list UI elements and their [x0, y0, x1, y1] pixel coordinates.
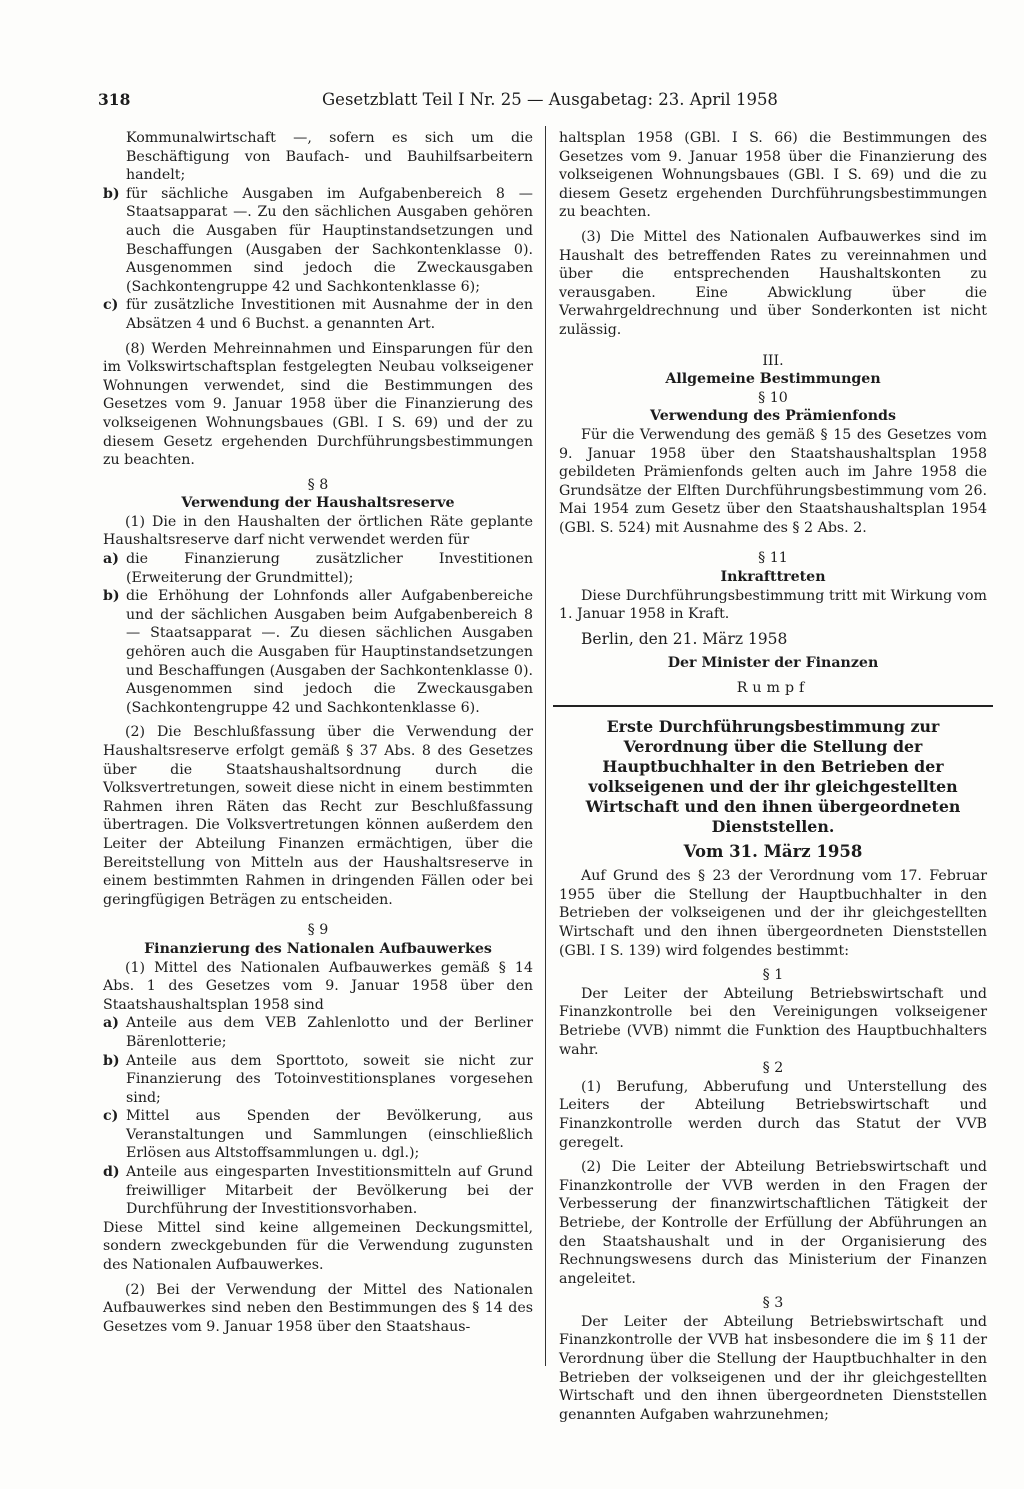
section-9-paragraph-1: (1) Mittel des Nationalen Aufbauwerkes gemäß § 14 Abs. 1 des Gesetzes vom 9. Januar 1958 über den Staatshaushaltsplan 1958 sind: [103, 959, 533, 1013]
regulation-title: Erste Durchführungsbestimmung zur Verordnung über die Stellung der Hauptbuchhalter in den Betrieben der volkseigenen und der ihr gleichgestellten Wirtschaft und den ihnen übergeordneten Dienststellen.: [585, 716, 961, 836]
section-8-number: § 8: [307, 476, 329, 493]
list-item-b: [103, 185, 533, 297]
section-11-number: § 11: [758, 550, 788, 567]
list-item-text: für sächliche Ausgaben im Aufgabenbereich 8 — Staatsapparat —. Zu den sächlichen Ausgaben gehören auch die Ausgaben für Hauptinstandsetzungen und Beschaffungen (Ausgaben der Sachkontenklasse 0). Ausgenommen sind jedoch die Zweckausgaben (Sachkontengruppe 42 und Sachkontenklasse 6);: [126, 185, 533, 295]
list-item-text: Mittel aus Spenden der Bevölkerung, aus Veranstaltungen und Sammlungen (einschließlich Erlösen aus Altstoffsammlungen u. dgl.);: [126, 1108, 533, 1162]
list-label: c): [103, 297, 119, 314]
signer-name: Rumpf: [736, 680, 810, 697]
list-item-text: Anteile aus eingesparten Investitionsmitteln auf Grund freiwilliger Mitarbeit der Bevölkerung bei der Durchführung der Investitionsvorhaben.: [126, 1164, 533, 1218]
paragraph-8: (8) Werden Mehreinnahmen und Einsparungen für den im Volkswirtschaftsplan festgelegten Neubau volkseigener Wohnungen verwendet, sind die Bestimmungen des Gesetzes vom 9. Januar 1958 über die Finanzierung des volkseigenen Wohnungsbaues (GBl. I S. 69) und der zu diesem Gesetz ergehenden Durchführungsbestimmungen zu beachten.: [103, 340, 533, 469]
section-8-heading: Verwendung der Haushaltsreserve: [181, 495, 455, 512]
page-header: [0, 90, 1024, 114]
section-8-paragraph-2: (2) Die Beschlußfassung über die Verwendung der Haushaltsreserve erfolgt gemäß § 37 Abs. 8 des Gesetzes über die Staatshaushaltsordnung durch die Volksvertretungen, soweit diese nicht in einem bestimmten Rahmen ihren Räten das Recht zur Beschlußfassung übertragen. Die Volksvertretungen können außerdem den Leiter der Abteilung Finanzen ermächtigen, über die Bereitstellung von Mitteln aus der Haushaltsreserve in einem bestimmten Rahmen in dringenden Fällen oder bei geringfügigen Beträgen zu entscheiden.: [103, 724, 533, 908]
section-1-number: § 1: [762, 967, 784, 984]
list-item-text: Anteile aus dem VEB Zahlenlotto und der Berliner Bärenlotterie;: [126, 1015, 533, 1050]
section-9-paragraph-3: (3) Die Mittel des Nationalen Aufbauwerkes sind im Haushalt des betreffenden Rates zu vereinnahmen und über die entsprechenden Haushaltskonten zu verausgaben. Eine Abwicklung über die Verwahrgeldrechnung und über Sonderkonten ist nicht zulässig.: [559, 228, 987, 338]
section-3-number: § 3: [762, 1295, 784, 1312]
section-11-heading: Inkrafttreten: [720, 569, 826, 586]
list-label: b): [103, 1052, 120, 1069]
list-item-c: [103, 296, 533, 333]
left-column: [103, 129, 533, 1336]
section-10-heading: Verwendung des Prämienfonds: [650, 408, 896, 425]
section-1-text: Der Leiter der Abteilung Betriebswirtschaft und Finanzkontrolle bei den Vereinigungen volkseigener Betriebe (VVB) nimmt die Funktion des Hauptbuchhalters wahr.: [559, 985, 987, 1058]
section-9-note: Diese Mittel sind keine allgemeinen Deckungsmittel, sondern zweckgebunden für die Verwendung zugunsten des Nationalen Aufbauwerkes.: [103, 1219, 533, 1274]
page-number: 318: [98, 90, 131, 109]
list-item-b: [103, 1052, 533, 1108]
list-item-c: [103, 1107, 533, 1163]
list-label: d): [103, 1164, 120, 1181]
list-label: a): [103, 1015, 119, 1032]
list-label: a): [103, 551, 119, 568]
list-item-b: [103, 587, 533, 717]
section-10-text: Für die Verwendung des gemäß § 15 des Gesetzes vom 9. Januar 1958 über den Staatshaushaltsplan 1958 gebildeten Prämienfonds gelten auch im Jahre 1958 die Grundsätze der Elften Durchführungsbestimmung vom 26. Mai 1954 zum Gesetz über den Staatshaushaltsplan 1954 (GBl. S. 524) mit Ausnahme des § 2 Abs. 2.: [559, 426, 987, 536]
section-2-number: § 2: [762, 1060, 784, 1077]
list-label: c): [103, 1108, 119, 1125]
list-label: b): [103, 588, 120, 605]
section-9-number: § 9: [307, 922, 329, 939]
list-item-a: [103, 550, 533, 587]
list-item-text: Anteile aus dem Sporttoto, soweit sie nicht zur Finanzierung des Totoinvestitionsplanes vorgesehen sind;: [126, 1052, 533, 1106]
section-8-paragraph-1: (1) Die in den Haushalten der örtlichen Räte geplante Haushaltsreserve darf nicht verwendet werden für: [103, 513, 533, 549]
list-item-text: die Erhöhung der Lohnfonds aller Aufgabenbereiche und der sächlichen Ausgaben beim Aufgabenbereich 8 — Staatsapparat —. Zu diesen sächlichen Ausgaben gehören auch die Ausgaben für Hauptinstandsetzungen und Beschaffungen (Ausgaben der Sachkontenklasse 0). Ausgenommen sind jedoch die Zweckausgaben (Sachkontengruppe 42 und Sachkontenklasse 6).: [126, 588, 533, 716]
continued-item-text: Kommunalwirtschaft —, sofern es sich um die Beschäftigung von Baufach- und Bauhilfsarbeitern handelt;: [126, 130, 533, 184]
regulation-date: Vom 31. März 1958: [683, 841, 863, 861]
section-2-paragraph-2: (2) Die Leiter der Abteilung Betriebswirtschaft und Finanzkontrolle der VVB werden in den Fragen der Verbesserung der finanzwirtschaftlichen Tätigkeit der Betriebe, der Kontrolle der Erfüllung der Abführungen an den Staatshaushalt und in der Organisierung des Rechnungswesens durch das Ministerium der Finanzen angeleitet.: [559, 1159, 987, 1287]
list-item-a: [103, 1014, 533, 1051]
running-title: Gesetzblatt Teil I Nr. 25 — Ausgabetag: 23. April 1958: [322, 90, 778, 109]
section-3-text: Der Leiter der Abteilung Betriebswirtschaft und Finanzkontrolle der VVB hat insbesondere die im § 11 der Verordnung über die Stellung der Hauptbuchhalter in den Betrieben der volkseigenen und der ihr gleichgestellten Wirtschaft und den ihnen übergeordneten Dienststellen genannten Aufgaben wahrzunehmen;: [559, 1313, 987, 1423]
list-item-text: die Finanzierung zusätzlicher Investitionen (Erweiterung der Grundmittel);: [126, 551, 533, 586]
section-11-text: Diese Durchführungsbestimmung tritt mit Wirkung vom 1. Januar 1958 in Kraft.: [559, 587, 987, 623]
continued-paragraph: haltsplan 1958 (GBl. I S. 66) die Bestimmungen des Gesetzes vom 9. Januar 1958 über die Finanzierung des volkseigenen Wohnungsbaues (GBl. I S. 69) und die zu diesem Gesetz ergehenden Durchführungsbestimmungen zu beachten.: [559, 130, 987, 221]
column-divider: [545, 126, 546, 1366]
right-column: [559, 129, 987, 1424]
place-and-date: Berlin, den 21. März 1958: [581, 629, 788, 648]
part-3-number: III.: [762, 352, 784, 369]
section-9-paragraph-2: (2) Bei der Verwendung der Mittel des Nationalen Aufbauwerkes sind neben den Bestimmungen des § 14 des Gesetzes vom 9. Januar 1958 über den Staatshaus-: [103, 1281, 533, 1335]
signer-title: Der Minister der Finanzen: [667, 655, 879, 672]
section-divider: [553, 705, 993, 707]
list-item-text: für zusätzliche Investitionen mit Ausnahme der in den Absätzen 4 und 6 Buchst. a genannten Art.: [126, 297, 533, 332]
section-10-number: § 10: [758, 389, 788, 406]
section-9-heading: Finanzierung des Nationalen Aufbauwerkes: [144, 940, 492, 957]
part-3-heading: Allgemeine Bestimmungen: [665, 371, 881, 388]
list-label: b): [103, 185, 120, 202]
list-item-d: [103, 1163, 533, 1219]
preamble: Auf Grund des § 23 der Verordnung vom 17. Februar 1955 über die Stellung der Hauptbuchhalter in den Betrieben der volkseigenen und der ihr gleichgestellten Wirtschaft und den ihnen übergeordneten Dienststellen (GBl. I S. 139) wird folgendes bestimmt:: [559, 868, 987, 959]
section-2-paragraph-1: (1) Berufung, Abberufung und Unterstellung des Leiters der Abteilung Betriebswirtschaft und Finanzkontrolle werden durch das Statut der VVB geregelt.: [559, 1078, 987, 1151]
